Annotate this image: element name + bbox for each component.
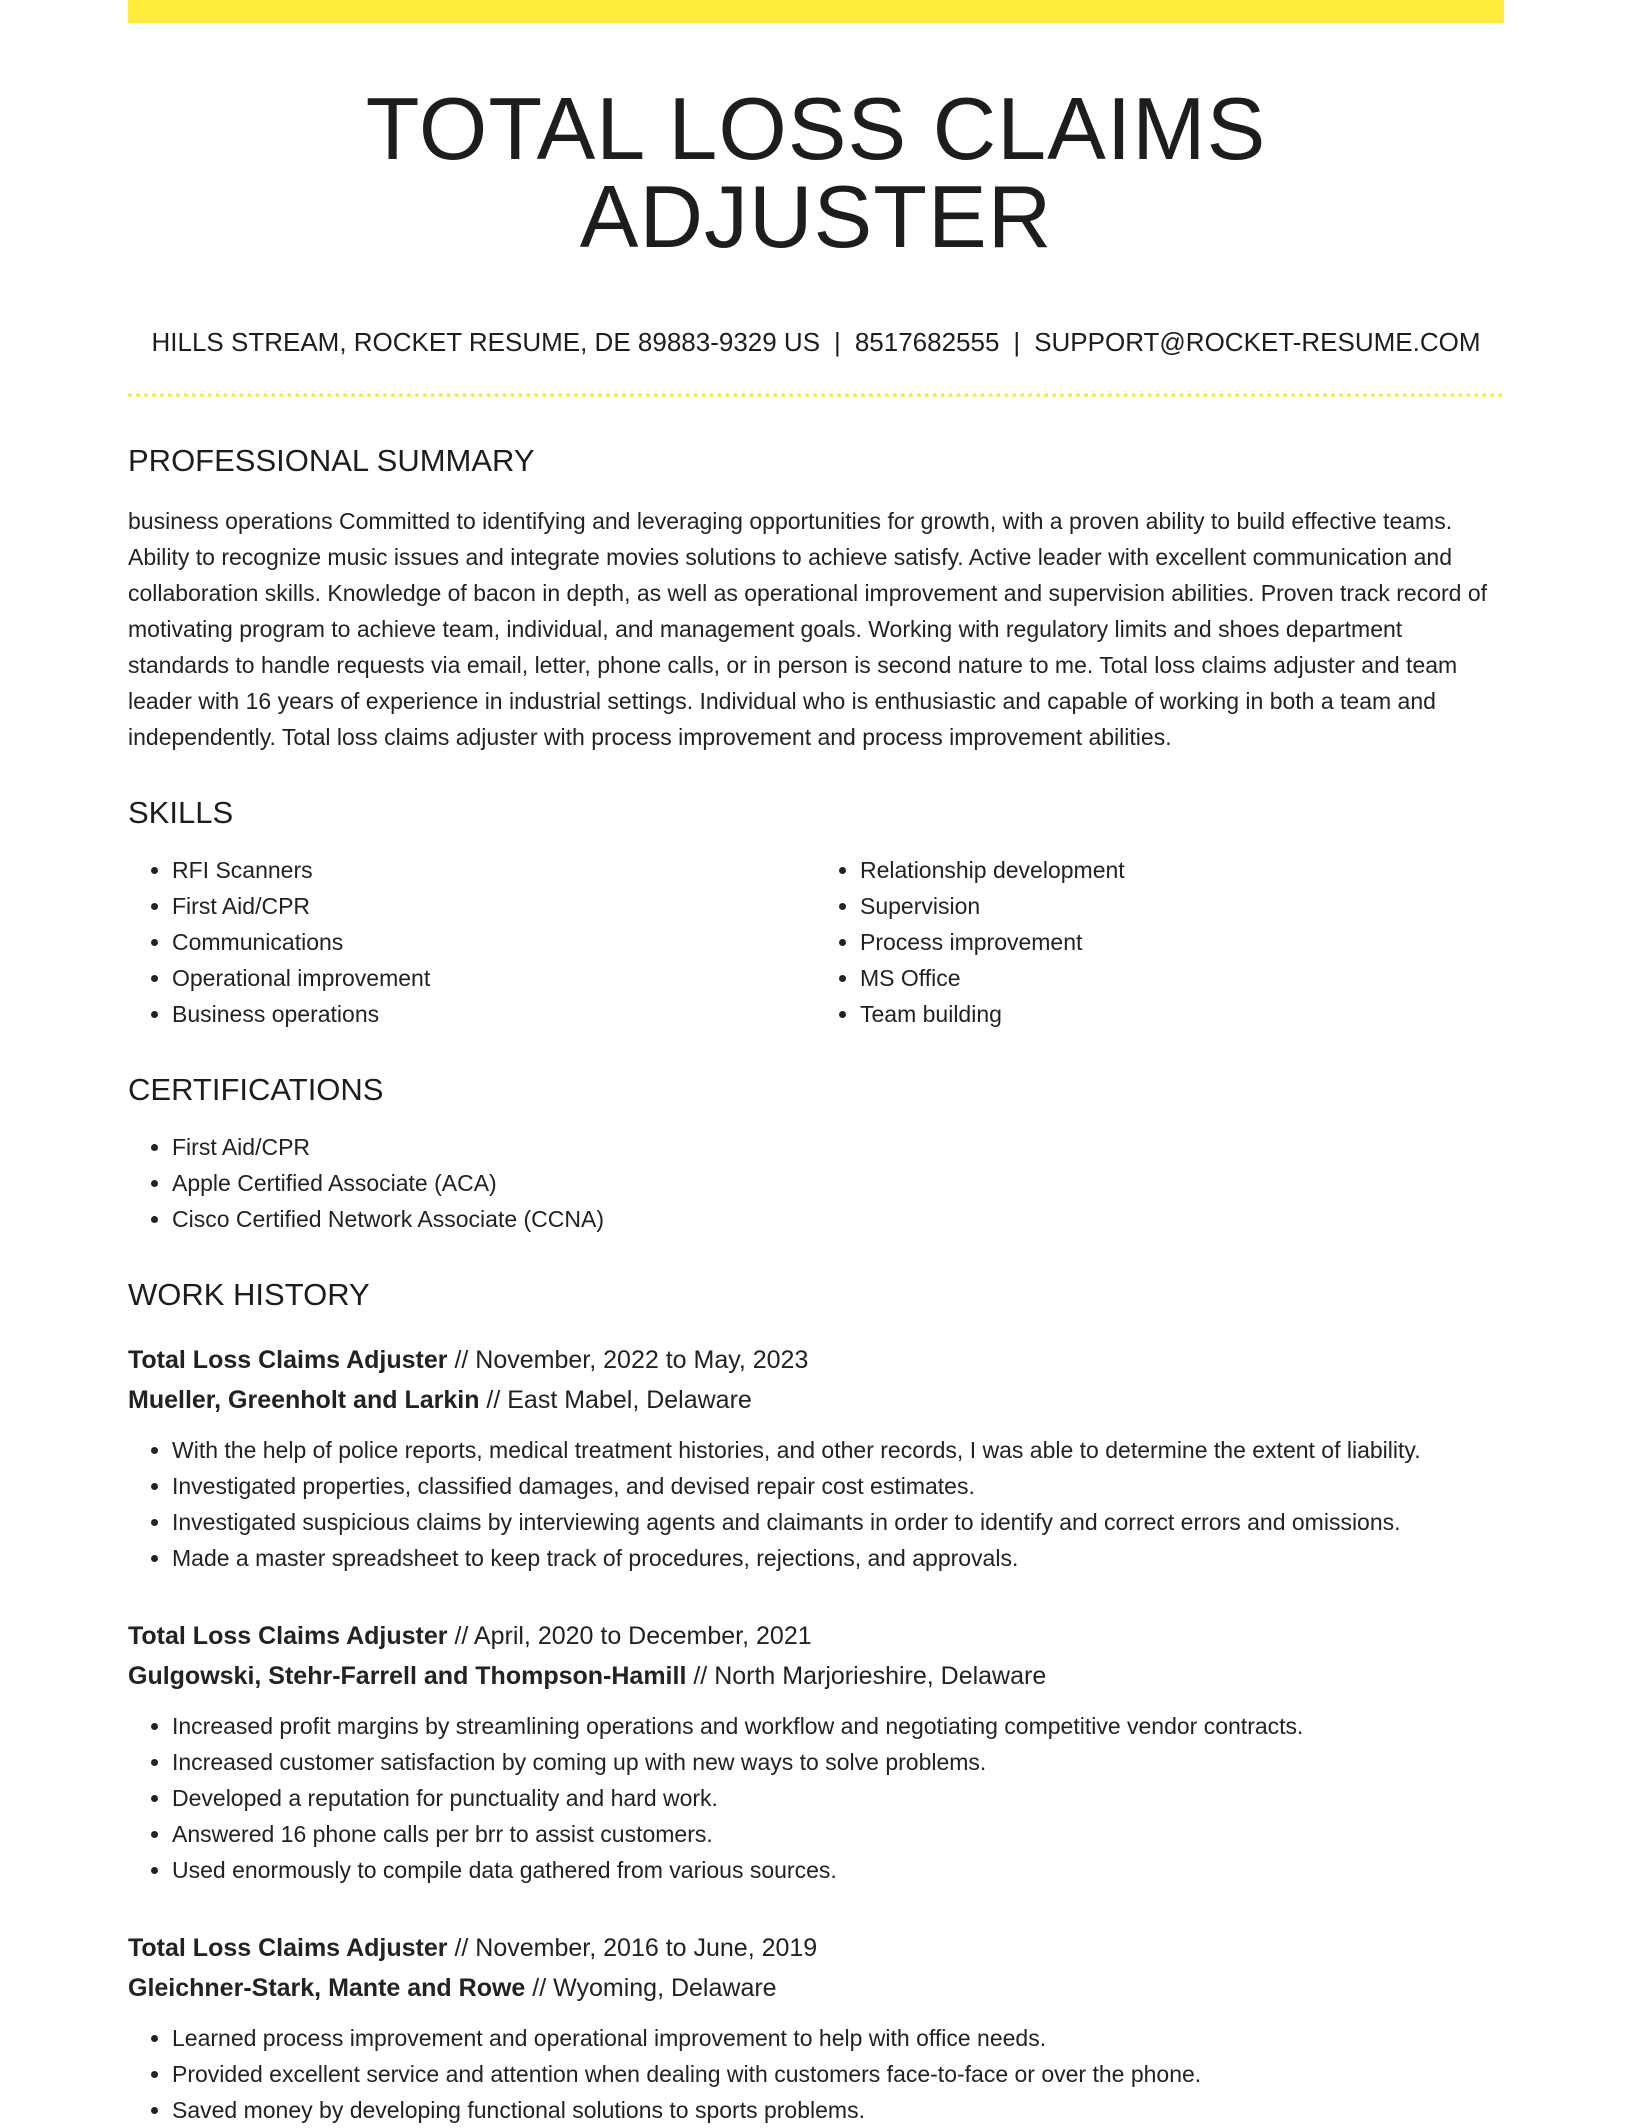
job-company-line [128,1380,1504,1420]
contact-email[interactable]: SUPPORT@ROCKET-RESUME.COM [1034,327,1481,357]
job-entry [128,1340,1504,1576]
job-dates: // November, 2016 to June, 2019 [447,1934,818,1962]
certification-item: • Cisco Certified Network Associate (CCNA) [172,1201,1504,1237]
job-title-line [128,1928,1504,1968]
job-title: Total Loss Claims Adjuster [128,1346,448,1374]
work-history-heading: WORK HISTORY [128,1277,370,1312]
skill-item: • First Aid/CPR [172,888,816,924]
job-bullet: • Developed a reputation for punctuality and hard work. [172,1780,1504,1816]
job-bullet: • Investigated properties, classified damages, and devised repair cost estimates. [172,1468,1504,1504]
job-dates: // November, 2022 to May, 2023 [447,1346,809,1374]
skill-item: • RFI Scanners [172,852,816,888]
certification-item: • First Aid/CPR [172,1129,1504,1165]
job-title: Total Loss Claims Adjuster [128,1934,448,1962]
skill-item: • Process improvement [860,924,1504,960]
certification-item: • Apple Certified Associate (ACA) [172,1165,1504,1201]
job-location: // East Mabel, Delaware [479,1386,752,1414]
contact-address: HILLS STREAM, ROCKET RESUME, DE 89883-9329 US [151,327,821,357]
contact-separator: | [1013,327,1021,357]
job-title-line [128,1340,1504,1380]
job-location: // North Marjorieshire, Delaware [686,1662,1047,1690]
job-bullet: • Increased profit margins by streamlining operations and workflow and negotiating competitive vendor contracts. [172,1708,1504,1744]
skills-heading: SKILLS [128,795,234,830]
job-bullet: • Used enormously to compile data gathered from various sources. [172,1852,1504,1888]
job-bullet: • Increased customer satisfaction by coming up with new ways to solve problems. [172,1744,1504,1780]
job-entry [128,1616,1504,1888]
job-bullet: • Made a master spreadsheet to keep track of procedures, rejections, and approvals. [172,1540,1504,1576]
job-company: Gulgowski, Stehr-Farrell and Thompson-Hamill [128,1662,687,1690]
job-company-line [128,1656,1504,1696]
job-bullet: • With the help of police reports, medical treatment histories, and other records, I was able to determine the extent of liability. [172,1432,1504,1468]
resume-page [128,0,1504,2128]
skill-item: • Communications [172,924,816,960]
dotted-divider [128,393,1504,397]
contact-separator: | [834,327,841,357]
contact-line [128,329,1504,355]
skill-item: • Business operations [172,996,816,1032]
job-title: Total Loss Claims Adjuster [128,1622,448,1650]
job-dates: // April, 2020 to December, 2021 [447,1622,812,1650]
job-bullets [128,1708,1504,1888]
job-entry [128,1928,1504,2128]
job-location: // Wyoming, Delaware [525,1974,777,2002]
job-company: Mueller, Greenholt and Larkin [128,1386,480,1414]
skills-column-left [128,852,816,1032]
job-bullet: • Learned process improvement and operational improvement to help with office needs. [172,2020,1504,2056]
skill-item: • Relationship development [860,852,1504,888]
skills-column-right [816,852,1504,1032]
job-company-line [128,1968,1504,2008]
job-company: Gleichner-Stark, Mante and Rowe [128,1974,526,2002]
skill-item: • Team building [860,996,1504,1032]
job-bullet: • Answered 16 phone calls per brr to assist customers. [172,1816,1504,1852]
job-title-line [128,1616,1504,1656]
contact-phone[interactable]: 8517682555 [854,327,1000,357]
summary-heading: PROFESSIONAL SUMMARY [128,443,535,478]
accent-top-bar [128,0,1504,23]
skill-item: • Operational improvement [172,960,816,996]
resume-title: TOTAL LOSS CLAIMS ADJUSTER [365,79,1267,266]
job-bullet: • Investigated suspicious claims by interviewing agents and claimants in order to identify and correct errors and omissions. [172,1504,1504,1540]
job-bullet: • Provided excellent service and attention when dealing with customers face-to-face or over the phone. [172,2056,1504,2092]
certifications-heading: CERTIFICATIONS [128,1072,384,1107]
job-bullets [128,1432,1504,1576]
job-bullet: • Saved money by developing functional solutions to sports problems. [172,2092,1504,2128]
summary-text: business operations Committed to identifying and leveraging opportunities for growth, with a proven ability to build effective teams. Ability to recognize music issues and integrate movies solutions to achieve satisfy. Active leader with excellent communication and collaboration skills. Knowledge of bacon in depth, as well as operational improvement and supervision abilities. Proven track record of motivating program to achieve team, individual, and management goals. Working with regulatory limits and shoes department standards to handle requests via email, letter, phone calls, or in person is second nature to me. Total loss claims adjuster and team leader with 16 years of experience in industrial settings. Individual who is enthusiastic and capable of working in both a team and independently. Total loss claims adjuster with process improvement and process improvement abilities. [128,508,1488,750]
certifications-list [128,1129,1504,1237]
skills-list [128,852,1504,1032]
skill-item: • MS Office [860,960,1504,996]
skill-item: • Supervision [860,888,1504,924]
